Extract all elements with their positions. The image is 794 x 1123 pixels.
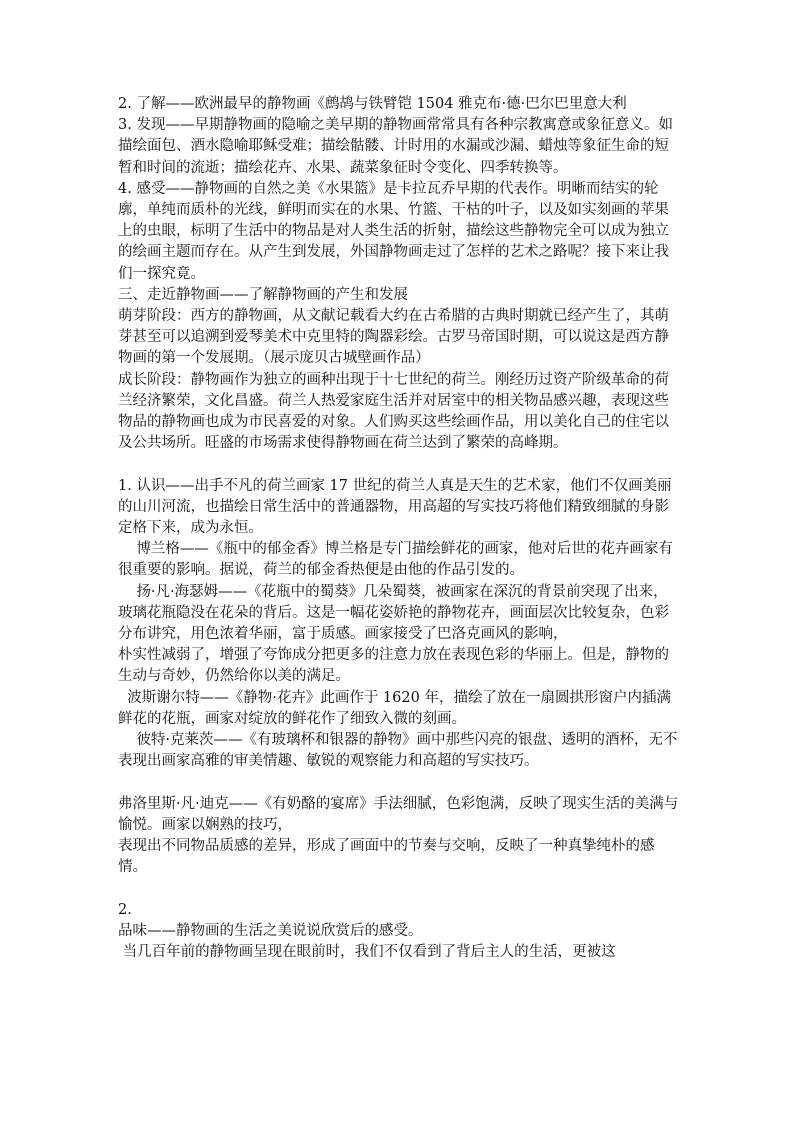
paragraph-closing: 当几百年前的静物画呈现在眼前时，我们不仅看到了背后主人的生活，更被这 <box>118 944 616 961</box>
paragraph-know-dutch: 1. 认识——出手不凡的荷兰画家 17 世纪的荷兰人真是天生的艺术家，他们不仅画美丽的山川河流，也描绘日常生活中的普通器物，用高超的写实技巧将他们精致细腻的身影定格下来，成为永恒。 <box>118 477 672 537</box>
document-body <box>118 94 680 963</box>
paragraph-number-two: 2. <box>118 901 132 918</box>
paragraph-bosschaert: 波斯谢尔特——《静物·花卉》此画作于 1620 年，描绘了放在一扇圆拱形窗户内插满鲜花的花瓶，画家对绽放的鲜花作了细致入微的刻画。 <box>118 689 671 727</box>
paragraph-simplicity: 朴实性减弱了，增强了夸饰成分把更多的注意力放在表现色彩的华丽上。但是，静物的生动与奇妙，仍然给你以美的满足。 <box>118 647 669 685</box>
paragraph-texture: 表现出不同物品质感的差异，形成了画面中的节奏与交响，反映了一种真挚纯朴的感情。 <box>118 838 655 876</box>
blank-line <box>118 772 680 793</box>
section-heading-three: 三、走近静物画——了解静物画的产生和发展 <box>118 286 408 303</box>
paragraph-discover-metaphor: 3. 发现——早期静物画的隐喻之美早期的静物画常常具有各种宗教寓意或象征意义。如描绘面包、酒水隐喻耶稣受难；描绘骷髅、计时用的水漏或沙漏、蜡烛等象征生命的短暂和时间的流逝；描绘花卉、水果、蔬菜象征时令变化、四季转换等。 <box>118 117 673 176</box>
paragraph-dijck: 弗洛里斯·凡·迪克——《有奶酪的宴席》手法细腻，色彩饱满，反映了现实生活的美满与愉悦。画家以娴熟的技巧， <box>118 795 679 833</box>
paragraph-feel-nature: 4. 感受——静物画的自然之美《水果篮》是卡拉瓦乔早期的代表作。明晰而结实的轮廓，单纯而质朴的光线，鲜明而实在的水果、竹篮、干枯的叶子，以及如实刻画的苹果上的虫眼，标明了生活中的物品是对人类生活的折射，描绘这些静物完全可以成为独立的绘画主题而存在。从产生到发展，外国静物画走过了怎样的艺术之路呢？接下来让我们一探究竟。 <box>118 180 669 282</box>
paragraph-growth-stage: 成长阶段：静物画作为独立的画种出现于十七世纪的荷兰。刚经历过资产阶级革命的荷兰经济繁荣，文化昌盛。荷兰人热爱家庭生活并对居室中的相关物品感兴趣，表现这些物品的静物画也成为市民喜爱的对象。人们购买这些绘画作品，用以美化自己的住宅以及公共场所。旺盛的市场需求使得静物画在荷兰达到了繁荣的高峰期。 <box>118 371 669 452</box>
paragraph-claesz: 彼特·克莱茨——《有玻璃杯和银器的静物》画中那些闪亮的银盘、透明的酒杯，无不表现出画家高雅的审美情趣、敏锐的观察能力和高超的写实技巧。 <box>118 732 678 770</box>
paragraph-huysum: 扬·凡·海瑟姆——《花瓶中的蜀葵》几朵蜀葵，被画家在深沉的背景前突现了出来，玻璃花瓶隐没在花朵的背后。这是一幅花姿娇艳的静物花卉，画面层次比较复杂，色彩分布讲究，用色浓着华丽，富于质感。画家接受了巴洛克画风的影响， <box>118 583 669 643</box>
blank-line <box>118 878 680 899</box>
paragraph-bollongier: 博兰格——《瓶中的郁金香》博兰格是专门描绘鲜花的画家，他对后世的花卉画家有很重要的影响。据说，荷兰的郁金香热便是由他的作品引发的。 <box>118 541 673 579</box>
paragraph-sprout-stage: 萌芽阶段：西方的静物画，从文献记载看大约在古希腊的古典时期就已经产生了，其萌芽甚至可以追溯到爱琴美术中克里特的陶器彩绘。古罗马帝国时期，可以说这是西方静物画的第一个发展期。（展示庞贝古城壁画作品） <box>118 308 669 367</box>
paragraph-learn-earliest: 2. 了解——欧洲最早的静物画《鹧鸪与铁臂铠 1504 雅克布·德·巴尔巴里意大利 <box>118 96 627 112</box>
blank-line <box>118 454 680 475</box>
paragraph-savor: 品味——静物画的生活之美说说欣赏后的感受。 <box>118 922 423 939</box>
